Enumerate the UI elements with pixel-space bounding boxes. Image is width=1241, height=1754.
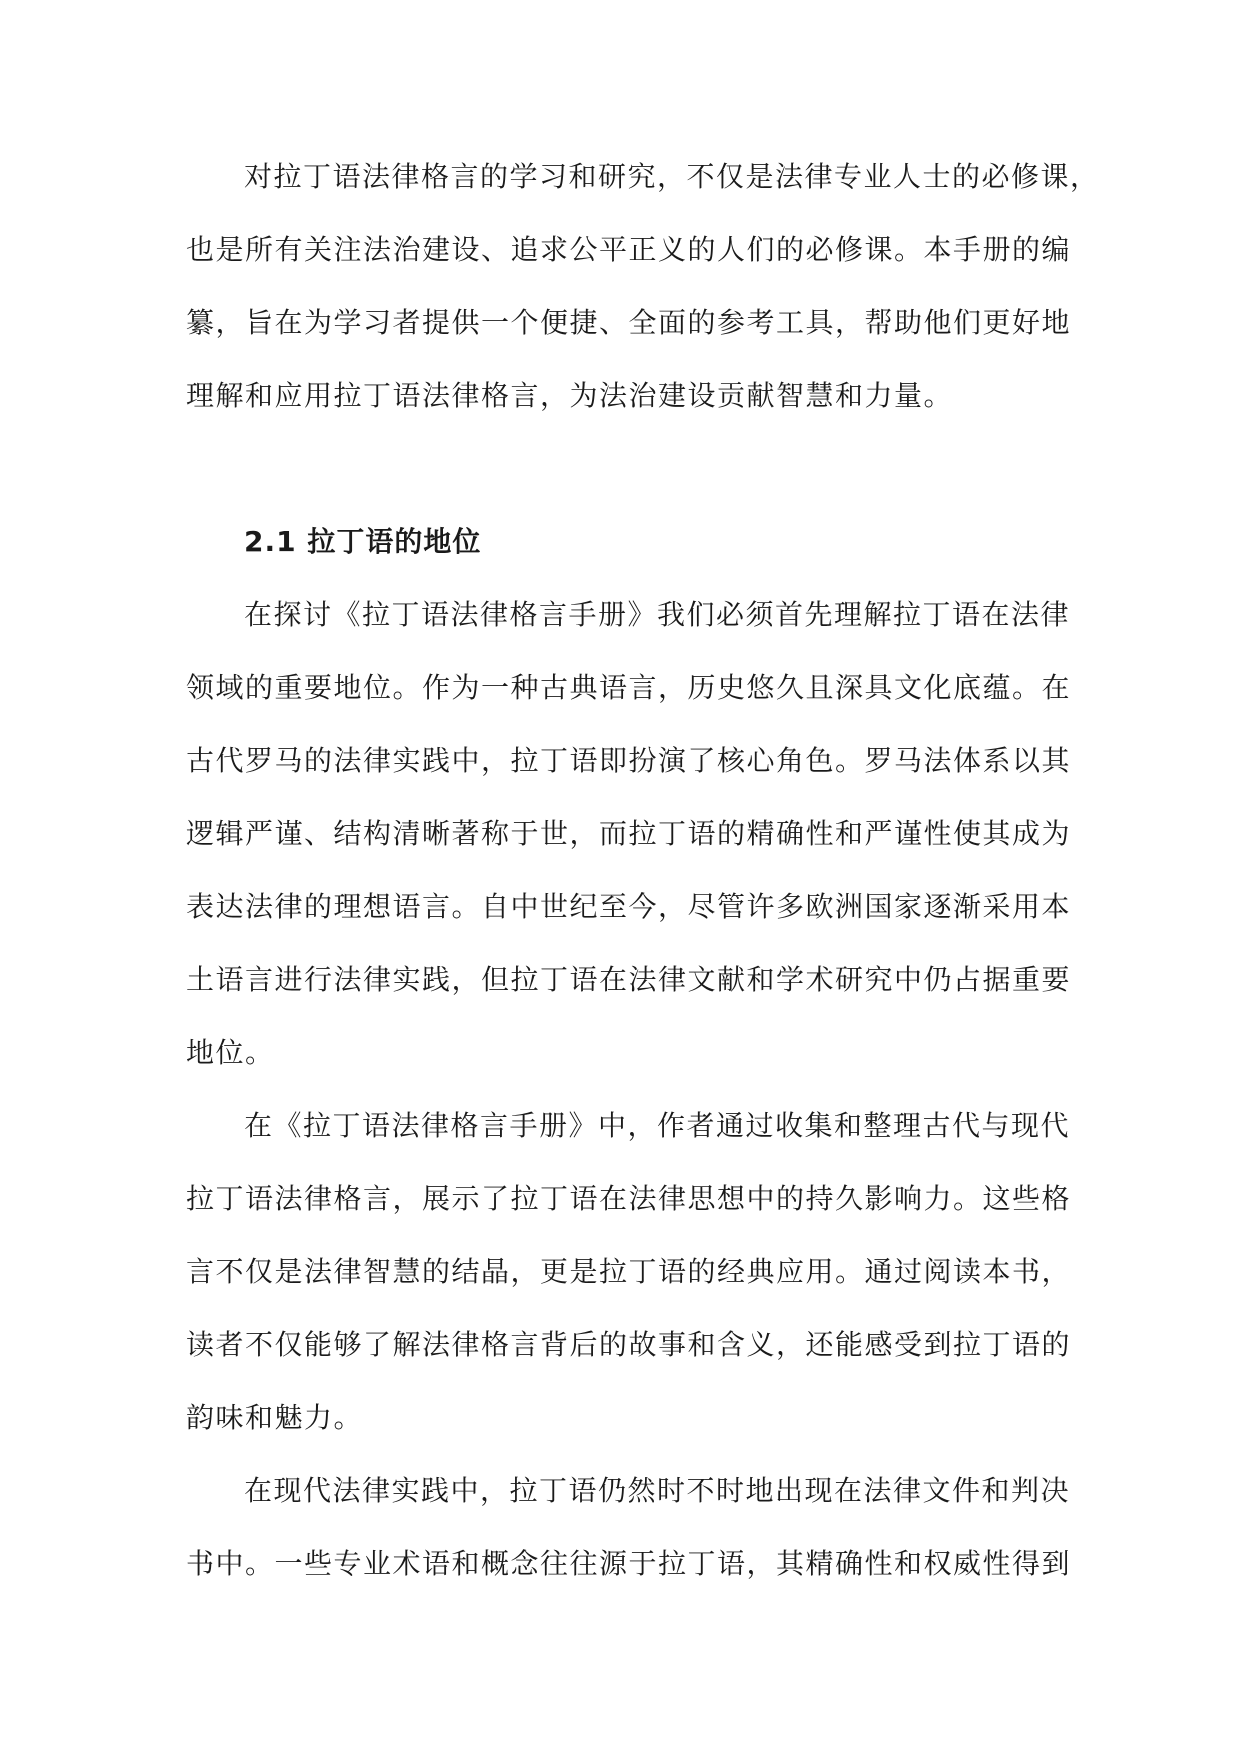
text-line: 领域的重要地位。作为一种古典语言，历史悠久且深具文化底蕴。在: [186, 671, 1072, 704]
spacer: [186, 432, 1056, 505]
text-line: 也是所有关注法治建设、追求公平正义的人们的必修课。本手册的编: [186, 233, 1072, 266]
text-line: 读者不仅能够了解法律格言背后的故事和含义，还能感受到拉丁语的: [186, 1328, 1072, 1361]
paragraph-intro: [186, 140, 1100, 432]
section-heading: 2.1 拉丁语的地位: [244, 525, 482, 558]
text-line: 在现代法律实践中，拉丁语仍然时不时地出现在法律文件和判决: [244, 1474, 1071, 1507]
text-line: 纂，旨在为学习者提供一个便捷、全面的参考工具，帮助他们更好地: [186, 306, 1072, 339]
text-line: 古代罗马的法律实践中，拉丁语即扮演了核心角色。罗马法体系以其: [186, 744, 1072, 777]
text-line: 逻辑严谨、结构清晰著称于世，而拉丁语的精确性和严谨性使其成为: [186, 817, 1072, 850]
paragraph-modern: [186, 1454, 1072, 1600]
text-line: 韵味和魅力。: [186, 1401, 364, 1434]
document-body: [186, 140, 1100, 1600]
paragraph-handbook: [186, 1089, 1072, 1454]
text-line: 对拉丁语法律格言的学习和研究，不仅是法律专业人士的必修课，: [244, 160, 1100, 193]
text-line: 书中。一些专业术语和概念往往源于拉丁语，其精确性和权威性得到: [186, 1547, 1072, 1580]
text-line: 在探讨《拉丁语法律格言手册》我们必须首先理解拉丁语在法律: [244, 598, 1071, 631]
text-line: 在《拉丁语法律格言手册》中，作者通过收集和整理古代与现代: [244, 1109, 1071, 1142]
text-line: 言不仅是法律智慧的结晶，更是拉丁语的经典应用。通过阅读本书，: [186, 1255, 1072, 1288]
text-line: 地位。: [186, 1036, 275, 1069]
text-line: 拉丁语法律格言，展示了拉丁语在法律思想中的持久影响力。这些格: [186, 1182, 1072, 1215]
text-line: 表达法律的理想语言。自中世纪至今，尽管许多欧洲国家逐渐采用本: [186, 890, 1072, 923]
paragraph-status: [186, 578, 1072, 1089]
text-line: 土语言进行法律实践，但拉丁语在法律文献和学术研究中仍占据重要: [186, 963, 1072, 996]
text-line: 理解和应用拉丁语法律格言，为法治建设贡献智慧和力量。: [186, 379, 954, 412]
